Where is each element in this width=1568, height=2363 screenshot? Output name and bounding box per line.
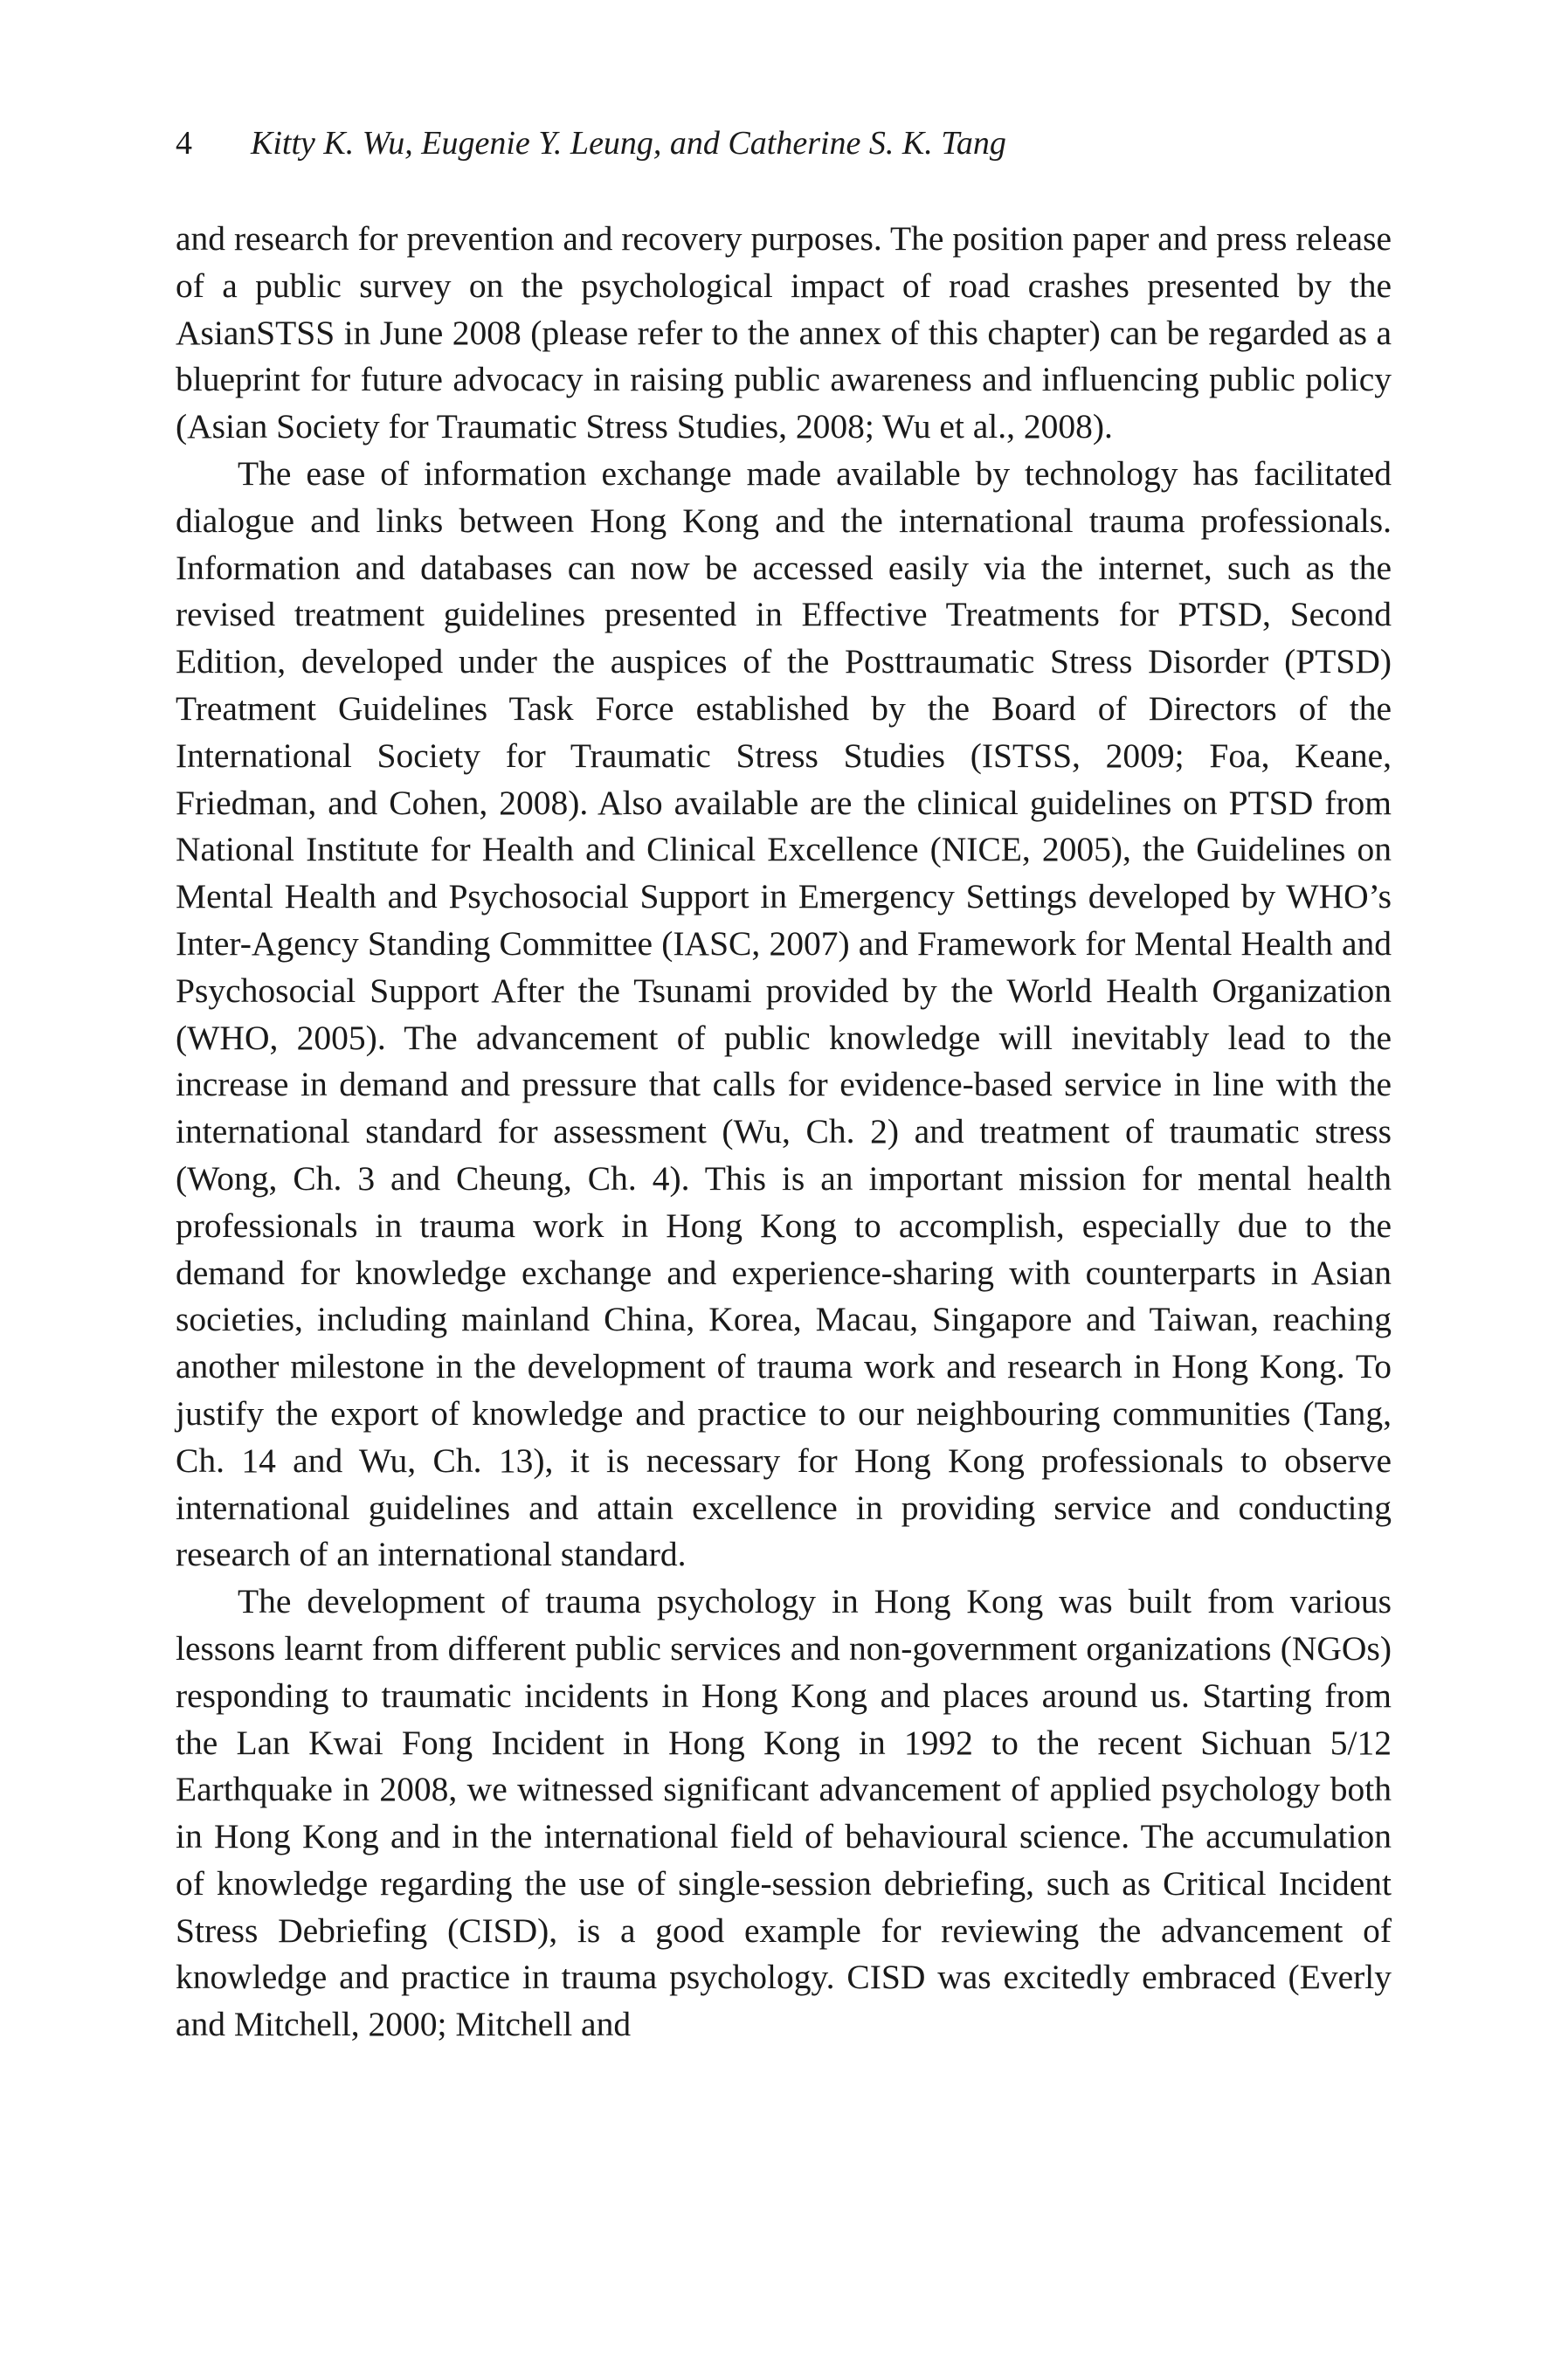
running-head-authors: Kitty K. Wu, Eugenie Y. Leung, and Catherine S. K. Tang (251, 125, 1006, 162)
body-text (176, 216, 1392, 2049)
page-number: 4 (176, 125, 192, 162)
paragraph-trauma-psychology-development: The development of trauma psychology in Hong Kong was built from various lessons learnt from different public services and non-government organizations (NGOs) responding to traumatic incidents in Hong Kong and places around us. Starting from the Lan Kwai Fong Incident in Hong Kong in 1992 to the recent Sichuan 5/12 Earthquake in 2008, we witnessed significant advancement of applied psychology both in Hong Kong and in the international field of behavioural science. The accumulation of knowledge regarding the use of single-session debriefing, such as Critical Incident Stress Debriefing (CISD), is a good example for reviewing the advancement of knowledge and practice in trauma psychology. CISD was excitedly embraced (Everly and Mitchell, 2000; Mitchell and (176, 1582, 1392, 2044)
paragraph-continued: and research for prevention and recovery purposes. The position paper and press release of a public survey on the psychological impact of road crashes presented by the AsianSTSS in June 2008 (please refer to the annex of this chapter) can be regarded as a blueprint for future advocacy in raising public awareness and influencing public policy (Asian Society for Traumatic Stress Studies, 2008; Wu et al., 2008). (176, 219, 1392, 446)
paragraph-information-exchange: The ease of information exchange made available by technology has facilitated dialogue and links between Hong Kong and the international trauma professionals. Information and databases can now be accessed easily via the internet, such as the revised treatment guidelines presented in Effective Treatments for PTSD, Second Edition, developed under the auspices of the Posttraumatic Stress Disorder (PTSD) Treatment Guidelines Task Force established by the Board of Directors of the International Society for Traumatic Stress Studies (ISTSS, 2009; Foa, Keane, Friedman, and Cohen, 2008). Also available are the clinical guidelines on PTSD from National Institute for Health and Clinical Excellence (NICE, 2005), the Guidelines on Mental Health and Psychosocial Support in Emergency Settings developed by WHO’s Inter-Agency Standing Committee (IASC, 2007) and Framework for Mental Health and Psychosocial Support After the Tsunami provided by the World Health Organization (WHO, 2005). The advancement of public knowledge will inevitably lead to the increase in demand and pressure that calls for evidence-based service in line with the international standard for assessment (Wu, Ch. 2) and treatment of traumatic stress (Wong, Ch. 3 and Cheung, Ch. 4). This is an important mission for mental health professionals in trauma work in Hong Kong to accomplish, especially due to the demand for knowledge exchange and experience-sharing with counterparts in Asian societies, including mainland China, Korea, Macau, Singapore and Taiwan, reaching another milestone in the development of trauma work and research in Hong Kong. To justify the export of knowledge and practice to our neighbouring communities (Tang, Ch. 14 and Wu, Ch. 13), it is necessary for Hong Kong professionals to observe international guidelines and attain excellence in providing service and conducting research of an international standard. (176, 453, 1392, 1574)
running-head (176, 122, 1399, 164)
